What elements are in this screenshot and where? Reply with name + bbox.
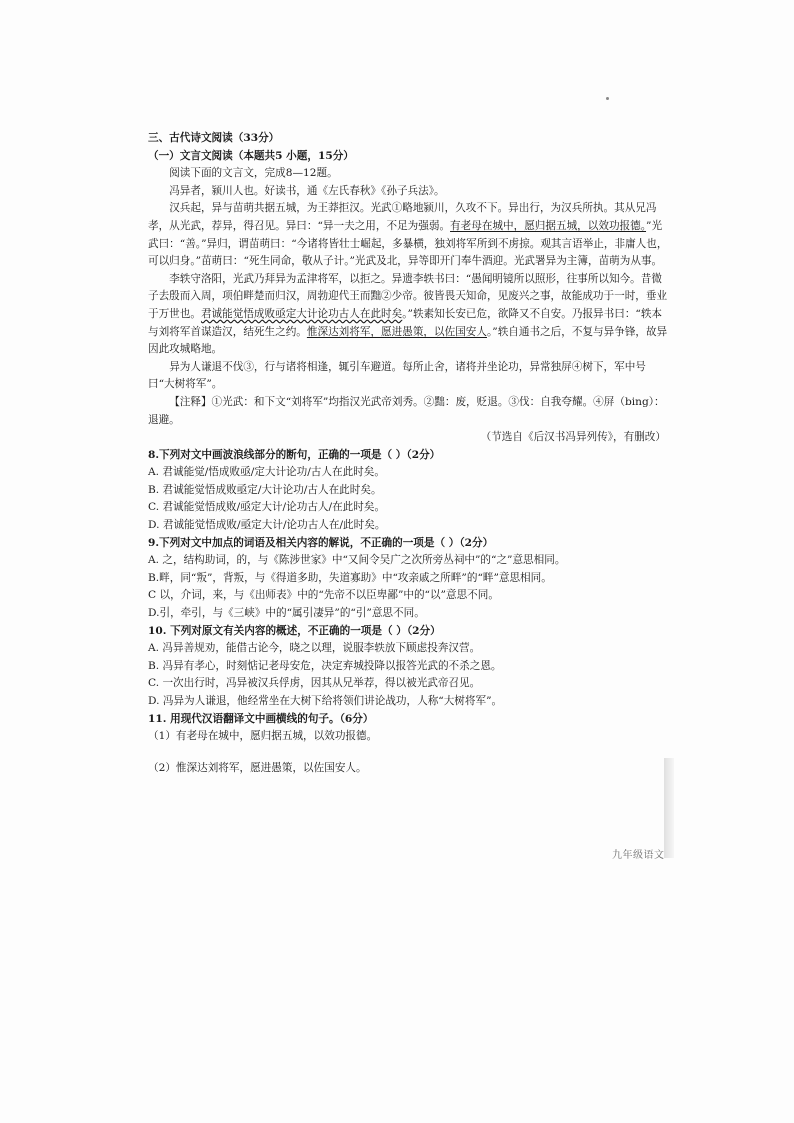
instruction: 阅读下面的文言文，完成8—12题。 (169, 167, 338, 180)
passage-text: 李轶守洛阳，光武乃拜异为孟津将军，以拒之。异遗李轶书曰：“愚闻明镜所以照形，往事所以知今。昔微子去殷而入周，项伯畔楚而归汉，周勃迎代王而黜②少帝。彼皆畏天知命，见废兴之事，故能成功于一时，垂业于万世也。 (148, 272, 668, 320)
passage-paragraph-3 (148, 271, 668, 359)
wavy-sentence: 君诚能觉悟成败亟定大计论功古人在此时矣 (200, 307, 403, 320)
annotation-note (148, 394, 668, 447)
underlined-sentence-1: 有老母在城中，愿归据五城，以效功报德。 (450, 219, 647, 232)
exam-content (148, 130, 668, 777)
q8-option-b: B. 君诚能觉悟成败亟定/大计论功/古人在此时矣。 (148, 483, 382, 496)
q11-sentence-1: （1）有老母在城中，愿归据五城，以效功报德。 (148, 730, 378, 743)
passage-text: 汉兵起，异与苗萌共据五城，为王莽拒汉。光武①略地颍川，久攻不下。异出行，为汉兵所执。其从兄冯孝，从光武，荐异，得召见。异曰：“异一夫之用，不足为强弱。 (148, 202, 657, 232)
passage-text: 。”轶自通书之后，不复与异争锋，故异因此攻城略地。 (148, 325, 668, 356)
q8-option-d: D. 君诚能觉悟成败/亟定大计/论功古人在/此时矣。 (148, 519, 386, 532)
scan-speck (606, 97, 609, 100)
note-text: 【注释】①光武：和下文“刘将军”均指汉光武帝刘秀。②黜：废，贬退。③伐：自我夸耀。④屏（bing）：退避。 (148, 395, 665, 426)
grade-subject-tag: 九年级语文 (612, 850, 665, 861)
passage-paragraph-1: 冯异者，颍川人也。好读书，通《左氏春秋》《孙子兵法》。 (169, 184, 445, 197)
section-title: 三、古代诗文阅读（33分） (148, 132, 280, 144)
passage-paragraph-2 (148, 200, 668, 270)
q8-option-c: C. 君诚能觉悟成败/亟定大计/论功古人/在此时矣。 (148, 501, 386, 514)
q10-option-c: C. 一次出行时，冯异被汉兵俘虏，因其从兄举荐，得以被光武帝召见。 (148, 677, 481, 690)
sub-section-title: （一）文言文阅读（本题共5 小题，15分） (148, 149, 354, 162)
passage-text: ”光武曰：“善。”异归，谓苗萌曰：“今诸将皆壮士崛起，多暴横，独刘将军所到不虏掠。观其言语举止，非庸人也，可以归身。”苗萌曰：“死生同命，敬从子计。”光武及北，异等即开门奉牛酒迎。光武署异为主簿，苗萌为从事。 (148, 219, 668, 268)
q9-option-b: B.畔，同“叛”，背叛，与《得道多助，失道寡助》中“攻亲戚之所畔”的“畔”意思相同。 (148, 571, 552, 584)
passage-text: 。”轶素知长安已危，欲降又不自安。乃报异书曰：“轶本与刘将军首谋造汉，结死生之约。 (148, 307, 663, 338)
source-citation: （节选自《后汉书冯异列传》，有删改） (480, 431, 666, 444)
q10-option-d: D. 冯异为人谦退，他经常坐在大树下给将领们讲论战功，人称“大树将军”。 (148, 695, 503, 707)
q10-stem: 10. 下列对原文有关内容的概述，不正确的一项是（ ）（2分） (148, 624, 441, 637)
q8-option-a: A. 君诚能觉/悟成败亟/定大计论功/古人在此时矣。 (148, 466, 385, 479)
underlined-sentence-2: 惟深达刘将军，愿进愚策，以佐国安人 (306, 325, 487, 338)
q11-stem: 11. 用现代汉语翻译文中画横线的句子。（6分） (148, 712, 374, 725)
answer-space (148, 746, 668, 760)
passage-paragraph-4: 异为人谦退不伐③，行与诸将相逢，辄引车避道。每所止舍，诸将并坐论功，异常独屏④树下，军中号曰“大树将军”。 (148, 360, 646, 391)
q10-option-a: A. 冯异善规劝，能借古论今，晓之以理，说服李轶放下顾虑投奔汉营。 (148, 642, 481, 655)
q9-option-d: D.引，牵引，与《三峡》中的“属引凄异”的“引”意思不同。 (148, 607, 425, 620)
q9-option-a: A. 之，结构助词，的，与《陈涉世家》中“又间令吴广之次所旁丛祠中”的“之”意思相同。 (148, 554, 566, 567)
q10-option-b: B. 冯异有孝心，时刻惦记老母安危，决定弃城投降以报答光武的不杀之恩。 (148, 659, 502, 672)
q11-sentence-2: （2）惟深达刘将军，愿进愚策，以佐国安人。 (148, 761, 367, 774)
q9-stem: 9.下列对文中加点的词语及相关内容的解说，不正确的一项是（ ）（2分） (148, 536, 494, 549)
q9-option-c: C 以，介词，来，与《出师表》中的“先帝不以臣卑鄙”中的“以”意思不同。 (148, 589, 499, 602)
q8-stem: 8.下列对文中画波浪线部分的断句，正确的一项是（ ）（2分） (148, 448, 441, 461)
